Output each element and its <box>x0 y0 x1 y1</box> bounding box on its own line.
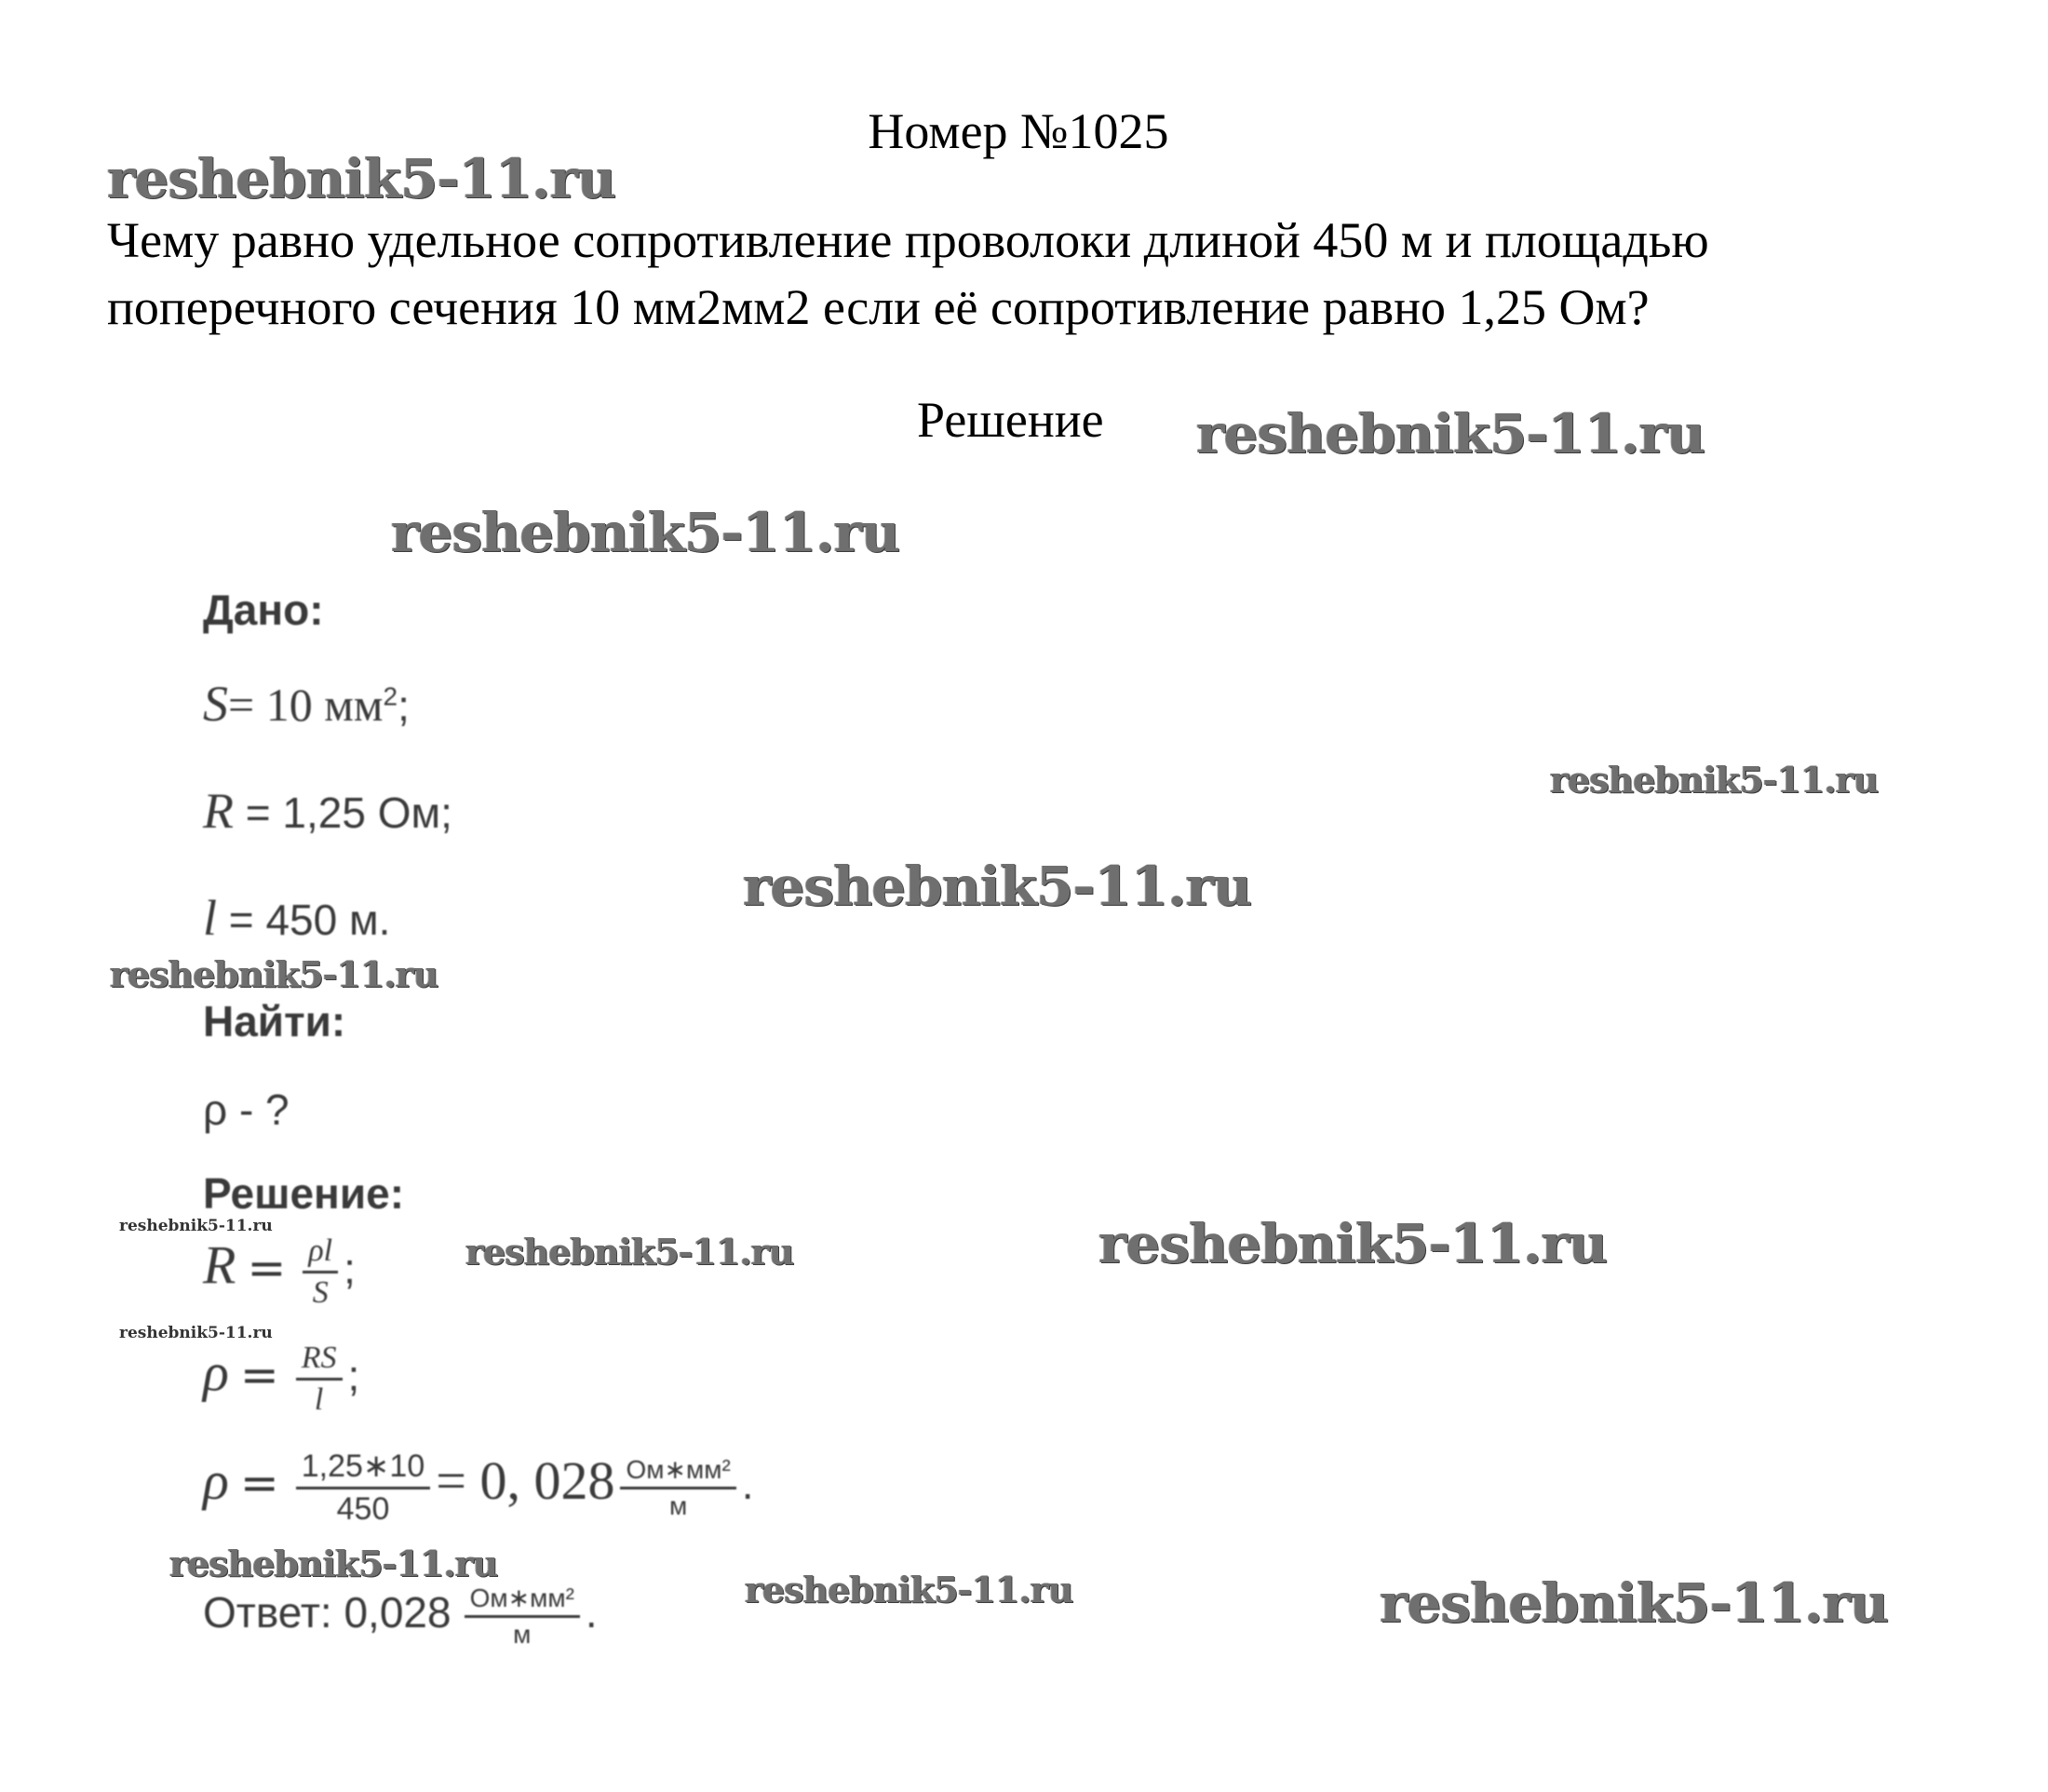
find-value: ρ - ? <box>203 1085 290 1134</box>
watermark: reshebnik5-11.ru <box>745 1569 1073 1610</box>
watermark: reshebnik5-11.ru <box>1550 759 1879 801</box>
watermark: reshebnik5-11.ru <box>119 1217 273 1235</box>
watermark: reshebnik5-11.ru <box>391 501 900 564</box>
watermark: reshebnik5-11.ru <box>169 1543 498 1584</box>
find-label: Найти: <box>203 997 346 1045</box>
task-text: Чему равно удельное сопротивление проволоки длиной 450 м и площадью поперечного сечения 10 мм2мм2 если её сопротивление равно 1,25 Ом? <box>107 212 1709 335</box>
watermark: reshebnik5-11.ru <box>1098 1212 1608 1275</box>
watermark: reshebnik5-11.ru <box>1380 1571 1889 1635</box>
given-r: R = 1,25 Ом; <box>203 783 452 839</box>
formula-result: ρ = $\frac{1,25∗10}{450}$ = 0, 028 $\frac{\text{Ом∗мм²}}{м}$ . <box>203 1448 754 1527</box>
formula-rho: ρ = $\frac{RS}{l}$ ; <box>203 1341 360 1417</box>
watermark: reshebnik5-11.ru <box>743 855 1252 918</box>
given-s: S= 10 $мм^2$; <box>203 676 410 732</box>
formula-r: R = $\frac{\rho l}{S}$ ; <box>203 1233 356 1310</box>
answer: Ответ: 0,028 $\frac{\text{Ом∗мм²}}{м}$ . <box>203 1583 598 1649</box>
watermark: reshebnik5-11.ru <box>110 953 438 995</box>
solution-label: Решение: <box>203 1169 405 1218</box>
watermark: reshebnik5-11.ru <box>119 1324 273 1342</box>
watermark: reshebnik5-11.ru <box>465 1231 794 1273</box>
solution-heading: Решение <box>917 392 1104 448</box>
given-label: Дано: <box>203 586 324 634</box>
page-title: Номер №1025 <box>868 103 1169 159</box>
watermark: reshebnik5-11.ru <box>1196 402 1705 465</box>
watermark: reshebnik5-11.ru <box>107 147 616 210</box>
given-l: l = 450 м. <box>203 890 391 946</box>
